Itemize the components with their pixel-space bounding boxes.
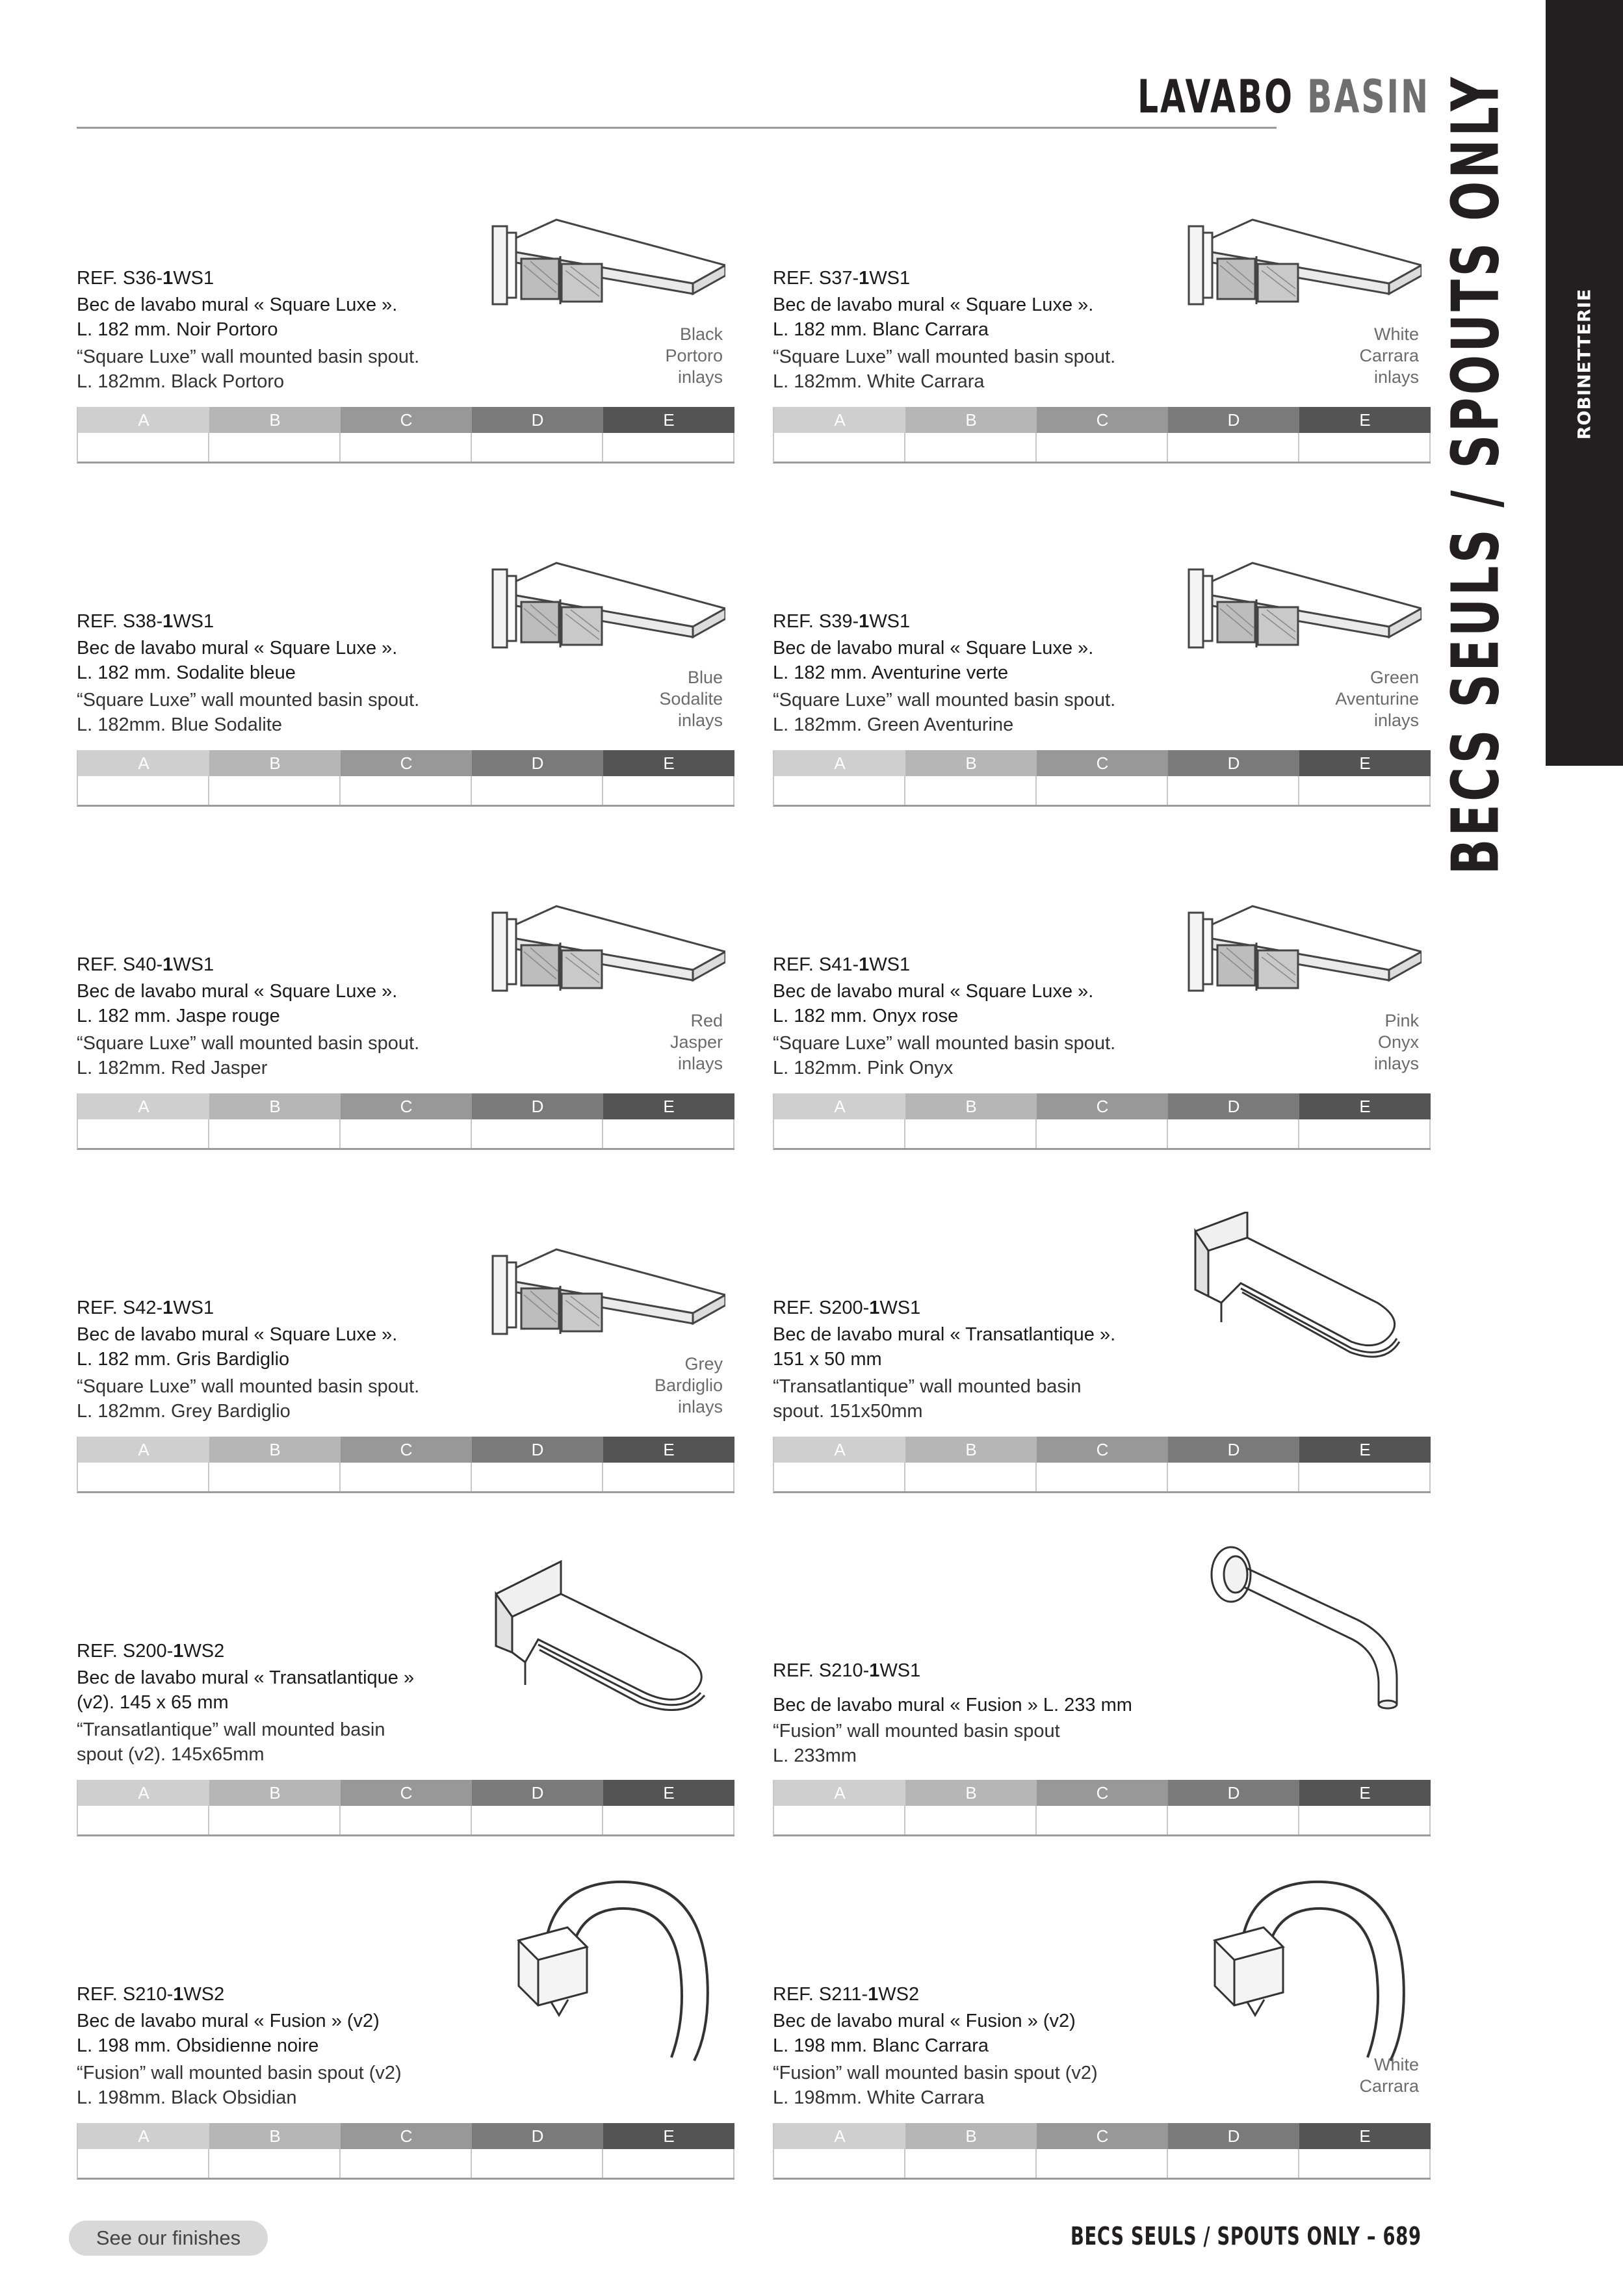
finish-cell-a [78,433,209,462]
finish-table [773,2123,1431,2180]
finish-value-row [774,1806,1431,1834]
fusion-spout-icon [1202,1542,1423,1711]
product-ref [773,1660,920,1682]
finish-table [773,750,1431,807]
finish-cell-b [209,776,341,805]
finish-cell-e [1299,1463,1431,1491]
finish-code-d: D [472,1780,603,1806]
ref-suffix: WS1 [173,954,214,975]
product-illustration [506,1866,720,2077]
finish-code-d: D [1168,1780,1299,1806]
finish-cell-b [209,1806,341,1834]
finish-code-d: D [1168,2123,1299,2149]
description-fr: Bec de lavabo mural « Square Luxe ». L. 182 mm. Blanc Carrara [773,294,1094,340]
ref-bold: 1 [869,1660,880,1681]
ref-bold: 1 [859,268,870,289]
finish-cell-c [1037,1806,1168,1834]
ref-prefix: REF. S200- [77,1641,174,1662]
description-fr: Bec de lavabo mural « Transatlantique » (v2). 145 x 65 mm [77,1667,415,1713]
finish-code-c: C [1037,1093,1168,1119]
product-block [773,894,1429,1168]
product-illustration [485,1243,725,1360]
description-fr: Bec de lavabo mural « Square Luxe ». L. 182 mm. Gris Bardiglio [77,1324,398,1370]
finish-code-b: B [905,2123,1037,2149]
finish-value-row [78,433,734,462]
finish-cell-c [341,1463,472,1491]
finish-code-a: A [774,2123,905,2149]
ref-prefix: REF. S211- [773,1984,868,2005]
finish-header-row [774,750,1431,776]
description-en: “Square Luxe” wall mounted basin spout. L. 182mm. Pink Onyx [773,1033,1116,1078]
finish-cell-e [603,1119,734,1148]
description-fr: Bec de lavabo mural « Fusion » (v2) L. 198 mm. Blanc Carrara [773,2011,1076,2056]
finish-code-b: B [209,407,341,433]
finish-cell-c [341,1806,472,1834]
ref-prefix: REF. S200- [773,1298,870,1318]
description-en: “Transatlantique” wall mounted basin spout. 151x50mm [773,1376,1082,1422]
product-block [773,1924,1429,2197]
finish-header-row [78,750,734,776]
description-en: “Square Luxe” wall mounted basin spout. L. 182mm. Red Jasper [77,1033,420,1078]
finish-header-row [78,1093,734,1119]
finish-value-row [774,1463,1431,1491]
finish-cell-c [1037,1119,1168,1148]
finish-code-d: D [1168,1437,1299,1463]
product-ref [77,1984,224,2005]
ref-suffix: WS1 [869,611,911,632]
product-ref [77,268,214,289]
description-en: “Transatlantique” wall mounted basin spout (v2). 145x65mm [77,1719,385,1765]
ref-bold: 1 [859,954,870,975]
finish-cell-a [78,1806,209,1834]
ref-suffix: WS2 [183,1984,225,2005]
product-block [773,208,1429,481]
finish-code-a: A [774,750,905,776]
ref-bold: 1 [173,1641,184,1662]
square-luxe-spout-icon [1181,213,1422,327]
ref-suffix: WS1 [173,611,214,632]
square-luxe-spout-icon [485,1243,725,1357]
finish-header-row [774,1437,1431,1463]
description-fr: Bec de lavabo mural « Square Luxe ». L. 182 mm. Noir Portoro [77,294,398,340]
product-illustration [1182,1212,1416,1364]
product-ref [77,954,214,976]
square-luxe-spout-icon [485,900,725,1013]
page-title [1137,70,1430,124]
finish-table [77,407,734,463]
description-en: “Fusion” wall mounted basin spout (v2) L. 198mm. Black Obsidian [77,2063,402,2108]
square-luxe-spout-icon [485,213,725,327]
square-luxe-spout-icon [485,556,725,670]
finish-code-d: D [1168,750,1299,776]
finish-value-row [774,2149,1431,2178]
description-en: “Square Luxe” wall mounted basin spout. L. 182mm. Green Aventurine [773,690,1116,735]
finish-code-c: C [341,1437,472,1463]
finish-cell-c [341,433,472,462]
finish-cell-c [1037,1463,1168,1491]
ref-bold: 1 [859,611,870,632]
finish-table [773,1093,1431,1150]
ref-bold: 1 [162,1298,174,1318]
finish-cell-d [472,1806,603,1834]
inlay-finish-label: Pink Onyx inlays [1373,1011,1419,1073]
finish-value-row [78,1463,734,1491]
product-illustration [1202,1866,1416,2077]
finish-code-e: E [603,1780,734,1806]
product-illustration [1202,1542,1423,1714]
finish-code-c: C [1037,407,1168,433]
ref-suffix: WS1 [173,268,214,289]
finish-cell-e [603,776,734,805]
description-fr: Bec de lavabo mural « Square Luxe ». L. 182 mm. Jaspe rouge [77,981,398,1026]
finish-code-a: A [774,407,905,433]
description-fr: Bec de lavabo mural « Square Luxe ». L. 182 mm. Sodalite bleue [77,638,398,683]
finish-table [77,750,734,807]
finish-header-row [774,1780,1431,1806]
finish-cell-b [209,1463,341,1491]
finish-code-b: B [209,1780,341,1806]
description-en: “Fusion” wall mounted basin spout L. 233mm [773,1721,1060,1766]
product-ref [77,1641,224,1662]
side-tab [1546,0,1623,766]
finish-code-c: C [341,750,472,776]
finish-table [77,1093,734,1150]
finish-cell-c [1037,776,1168,805]
square-luxe-spout-icon [1181,900,1422,1013]
page-title-fr: LAVABO [1137,70,1294,124]
finish-cell-b [905,1463,1037,1491]
description-en: “Square Luxe” wall mounted basin spout. L. 182mm. Black Portoro [77,346,420,392]
finish-code-a: A [774,1780,905,1806]
finish-code-c: C [1037,1780,1168,1806]
see-finishes-button[interactable]: See our finishes [69,2221,268,2256]
finish-code-a: A [78,407,209,433]
finish-code-a: A [774,1093,905,1119]
finish-cell-e [1299,433,1431,462]
product-block [773,551,1429,824]
section-vertical-title: BECS SEULS / SPOUTS ONLY [1437,74,1514,875]
description-fr: Bec de lavabo mural « Transatlantique ». 151 x 50 mm [773,1324,1116,1370]
finish-cell-a [774,433,905,462]
finish-cell-d [1168,2149,1299,2178]
finish-cell-b [905,2149,1037,2178]
finish-code-b: B [209,2123,341,2149]
ref-prefix: REF. S36- [77,268,163,289]
product-ref [773,1298,920,1319]
finish-code-a: A [78,1780,209,1806]
product-block [773,1581,1429,1854]
finish-value-row [78,1119,734,1148]
finish-cell-b [905,776,1037,805]
finish-value-row [78,2149,734,2178]
description-fr: Bec de lavabo mural « Fusion » (v2) L. 198 mm. Obsidienne noire [77,2011,380,2056]
finish-table [77,1437,734,1493]
finish-code-d: D [472,407,603,433]
inlay-finish-label: White Carrara [1359,2055,1419,2096]
ref-bold: 1 [173,1984,184,2005]
inlay-finish-label: Red Jasper inlays [669,1011,723,1073]
finish-code-c: C [1037,1437,1168,1463]
finish-code-d: D [472,1093,603,1119]
finish-code-d: D [1168,1093,1299,1119]
finish-value-row [774,1119,1431,1148]
product-ref [773,611,910,633]
finish-cell-d [1168,776,1299,805]
product-ref [773,268,910,289]
inlay-finish-label: Green Aventurine inlays [1335,668,1419,730]
product-illustration [1181,900,1422,1017]
finish-cell-b [905,1806,1037,1834]
finish-header-row [78,407,734,433]
product-illustration [486,1555,720,1714]
finish-cell-e [603,1463,734,1491]
transatlantique-spout-icon [1182,1212,1416,1361]
finish-header-row [774,2123,1431,2149]
finish-code-b: B [209,1437,341,1463]
product-ref [773,954,910,976]
product-block [77,1924,733,2197]
finish-code-e: E [1299,407,1431,433]
finish-header-row [78,2123,734,2149]
product-block [77,1581,733,1854]
finish-code-e: E [603,750,734,776]
product-block [773,1238,1429,1511]
finish-cell-b [905,433,1037,462]
inlay-finish-label: Black Portoro inlays [665,324,723,387]
finish-code-b: B [905,1780,1037,1806]
finish-cell-a [774,1119,905,1148]
finish-cell-a [78,2149,209,2178]
finish-code-e: E [603,1437,734,1463]
product-illustration [485,556,725,673]
finish-code-b: B [905,1437,1037,1463]
finish-value-row [774,776,1431,805]
finish-cell-d [1168,1119,1299,1148]
description-en: “Fusion” wall mounted basin spout (v2) L. 198mm. White Carrara [773,2063,1098,2108]
finish-cell-e [1299,776,1431,805]
ref-prefix: REF. S41- [773,954,859,975]
finish-code-e: E [1299,750,1431,776]
product-illustration [485,213,725,330]
finish-code-a: A [78,750,209,776]
finish-table [77,2123,734,2180]
finish-cell-a [78,1463,209,1491]
finish-cell-a [774,1463,905,1491]
description-en: “Square Luxe” wall mounted basin spout. L. 182mm. Blue Sodalite [77,690,420,735]
product-block [77,208,733,481]
product-block [77,551,733,824]
ref-suffix: WS1 [879,1298,921,1318]
product-block [77,894,733,1168]
side-tab-label: ROBINETTERIE [1574,288,1594,440]
ref-prefix: REF. S37- [773,268,859,289]
finish-cell-e [1299,1119,1431,1148]
finish-cell-e [1299,1806,1431,1834]
finish-code-b: B [209,750,341,776]
ref-prefix: REF. S210- [773,1660,870,1681]
finish-code-b: B [905,407,1037,433]
product-ref [77,1298,214,1319]
finish-code-c: C [341,2123,472,2149]
ref-bold: 1 [162,954,174,975]
ref-bold: 1 [869,1298,880,1318]
finish-code-a: A [78,1437,209,1463]
finish-cell-e [603,1806,734,1834]
finish-header-row [78,1437,734,1463]
transatlantique-spout-v2-icon [486,1555,720,1711]
finish-cell-c [341,2149,472,2178]
page-title-en: BASIN [1306,70,1430,124]
fusion-spout-v2-icon [1202,1866,1416,2074]
finish-code-d: D [1168,407,1299,433]
finish-code-c: C [1037,750,1168,776]
finish-table [773,1780,1431,1836]
finish-code-d: D [472,2123,603,2149]
finish-code-b: B [209,1093,341,1119]
finish-cell-d [472,1463,603,1491]
finish-header-row [774,407,1431,433]
finish-cell-c [1037,433,1168,462]
finish-table [77,1780,734,1836]
finish-cell-d [1168,433,1299,462]
finish-cell-c [341,776,472,805]
finish-code-e: E [1299,2123,1431,2149]
ref-suffix: WS1 [869,954,911,975]
finish-code-c: C [341,1780,472,1806]
ref-prefix: REF. S39- [773,611,859,632]
finish-code-a: A [774,1437,905,1463]
finish-value-row [78,776,734,805]
finish-header-row [78,1780,734,1806]
ref-suffix: WS2 [183,1641,225,1662]
finish-cell-d [472,776,603,805]
finish-cell-e [603,433,734,462]
ref-suffix: WS1 [869,268,911,289]
inlay-finish-label: White Carrara inlays [1359,324,1419,387]
finish-code-c: C [341,407,472,433]
ref-prefix: REF. S40- [77,954,163,975]
finish-cell-d [472,1119,603,1148]
description-en: “Square Luxe” wall mounted basin spout. L. 182mm. White Carrara [773,346,1116,392]
finish-code-c: C [341,1093,472,1119]
finish-cell-d [472,433,603,462]
page-footer: BECS SEULS / SPOUTS ONLY – 689 [1071,2222,1422,2250]
finish-code-e: E [1299,1093,1431,1119]
finish-code-d: D [472,1437,603,1463]
description-fr: Bec de lavabo mural « Square Luxe ». L. 182 mm. Onyx rose [773,981,1094,1026]
finish-cell-b [209,1119,341,1148]
finish-value-row [78,1806,734,1834]
finish-code-e: E [603,2123,734,2149]
ref-bold: 1 [162,611,174,632]
product-illustration [485,900,725,1017]
finish-code-a: A [78,2123,209,2149]
finish-code-d: D [472,750,603,776]
product-ref [773,1984,919,2005]
finish-value-row [774,433,1431,462]
finish-code-c: C [1037,2123,1168,2149]
finish-code-b: B [905,750,1037,776]
finish-cell-a [78,776,209,805]
ref-prefix: REF. S42- [77,1298,163,1318]
finish-cell-e [1299,2149,1431,2178]
finish-cell-e [603,2149,734,2178]
finish-cell-c [1037,2149,1168,2178]
finish-code-a: A [78,1093,209,1119]
square-luxe-spout-icon [1181,556,1422,670]
description-fr: Bec de lavabo mural « Square Luxe ». L. 182 mm. Aventurine verte [773,638,1094,683]
inlay-finish-label: Blue Sodalite inlays [659,668,723,730]
finish-cell-d [472,2149,603,2178]
ref-suffix: WS1 [879,1660,921,1681]
finish-code-e: E [1299,1437,1431,1463]
ref-bold: 1 [868,1984,879,2005]
inlay-finish-label: Grey Bardiglio inlays [654,1354,723,1416]
finish-cell-b [209,2149,341,2178]
finish-header-row [774,1093,1431,1119]
finish-cell-a [78,1119,209,1148]
finish-code-e: E [603,1093,734,1119]
finish-cell-d [1168,1806,1299,1834]
finish-cell-b [209,433,341,462]
finish-code-e: E [603,407,734,433]
product-ref [77,611,214,633]
ref-bold: 1 [162,268,174,289]
finish-cell-a [774,1806,905,1834]
finish-code-e: E [1299,1780,1431,1806]
finish-table [773,407,1431,463]
ref-prefix: REF. S210- [77,1984,174,2005]
finish-cell-a [774,776,905,805]
title-rule [77,127,1277,129]
product-illustration [1181,556,1422,673]
finish-table [773,1437,1431,1493]
finish-code-b: B [905,1093,1037,1119]
product-block [77,1238,733,1511]
finish-cell-c [341,1119,472,1148]
product-illustration [1181,213,1422,330]
description-en: “Square Luxe” wall mounted basin spout. L. 182mm. Grey Bardiglio [77,1376,420,1422]
fusion-spout-v2-icon [506,1866,720,2074]
finish-cell-b [905,1119,1037,1148]
ref-prefix: REF. S38- [77,611,163,632]
description-fr: Bec de lavabo mural « Fusion » L. 233 mm [773,1695,1132,1715]
finish-cell-d [1168,1463,1299,1491]
ref-suffix: WS1 [173,1298,214,1318]
ref-suffix: WS2 [878,1984,920,2005]
finish-cell-a [774,2149,905,2178]
